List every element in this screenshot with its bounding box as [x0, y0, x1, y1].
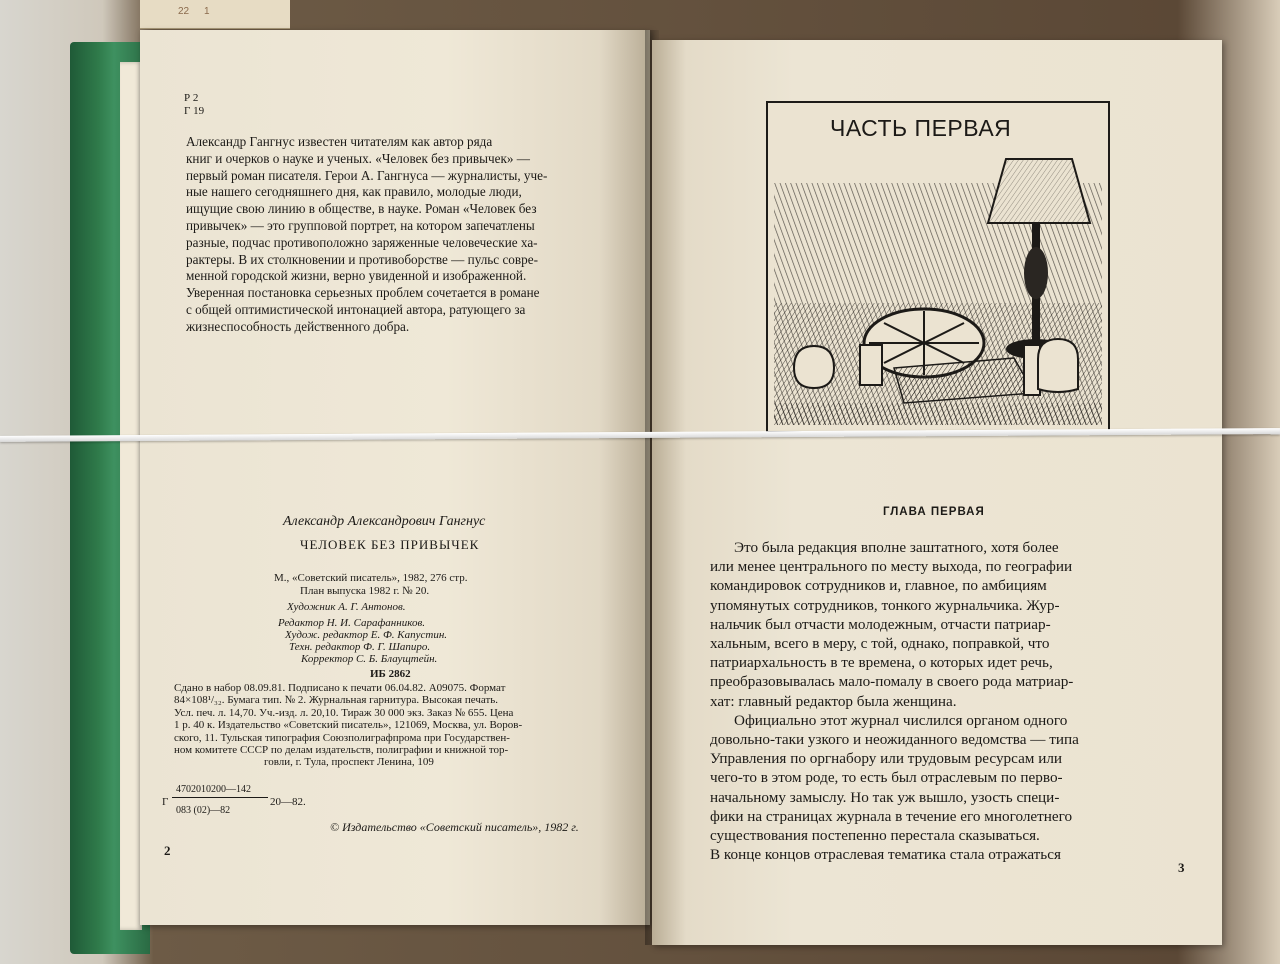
catalog-formula-g: Г — [162, 796, 169, 808]
page-edges — [120, 62, 142, 930]
text-line: командировок сотрудников и, главное, по амбициям — [710, 577, 1047, 595]
annotation-line: книг и очерков о науке и ученых. «Человек без привычек» — — [186, 150, 530, 166]
text-line: или менее центрального по месту выхода, по географии — [710, 558, 1073, 576]
annotation-line: разные, подчас противоположно заряженные человеческие ха- — [186, 234, 538, 250]
classification-code: Р 2 — [184, 92, 199, 104]
annotation-line: ищущие свою линию в обществе, в науке. Роман «Человек без — [186, 201, 537, 217]
catalog-formula-bottom: 083 (02)—82 — [176, 805, 231, 816]
annotation-line: Александр Гангнус известен читателям как автор ряда — [186, 134, 493, 149]
imprint — [174, 682, 624, 769]
annotation — [186, 134, 626, 336]
part-title: ЧАСТЬ ПЕРВАЯ — [830, 115, 1012, 141]
text-line: нальчик был отчасти молодежным, отчасти патриар- — [710, 615, 1051, 633]
chapter-text — [710, 538, 1184, 864]
text-line: довольно-таки узкого и неожиданного ведомства — типа — [710, 731, 1079, 749]
publication-line: План выпуска 1982 г. № 20. — [300, 585, 430, 597]
classification-code: Г 19 — [184, 105, 205, 117]
annotation-line: жизнеспособность действенного добра. — [186, 318, 410, 334]
catalog-formula-top: 4702010200—142 — [176, 784, 251, 795]
book-title: ЧЕЛОВЕК БЕЗ ПРИВЫЧЕК — [300, 537, 480, 552]
text-line: В конце концов отраслевая тематика стала отражаться — [710, 846, 1061, 864]
imprint-line: 84×108¹/₃₂. Бумага тип. № 2. Журнальная гарнитура. Высокая печать. — [174, 694, 499, 707]
text-line: Официально этот журнал числился органом одного — [734, 711, 1068, 729]
annotation-line: привычек» — это групповой портрет, на котором запечатлены — [186, 217, 535, 233]
imprint-line: 1 р. 40 к. Издательство «Советский писатель», 121069, Москва, ул. Воров- — [174, 719, 523, 732]
text-line: патриархальность в те времена, о которых идет речь, — [710, 654, 1053, 672]
credit-line: Редактор Н. И. Сарафанников. — [278, 617, 425, 629]
text-line: чего-то в этом роде, то есть был отраслевым по перво- — [710, 769, 1063, 787]
chapter-title: ГЛАВА ПЕРВАЯ — [883, 506, 985, 518]
publication-line: М., «Советский писатель», 1982, 276 стр. — [274, 572, 468, 584]
imprint-line: ского, 11. Тульская типография Союзполиграфпрома при Государствен- — [174, 731, 510, 744]
copyright: © Издательство «Советский писатель», 1982 г. — [330, 820, 579, 834]
imprint-line: ном комитете СССР по делам издательств, полиграфии и книжной тор- — [174, 744, 509, 757]
illustration-frame — [766, 101, 1110, 433]
text-line: хат: главный редактор была женщина. — [710, 692, 957, 710]
artist-credit: Художник А. Г. Антонов. — [287, 601, 406, 613]
ib-number: ИБ 2862 — [370, 668, 411, 680]
credit-line: Корректор С. Б. Блаущтейн. — [301, 653, 438, 665]
fraction-line — [172, 797, 268, 798]
annotation-line: с общей оптимистической интонацией автора, ратующего за — [186, 301, 526, 317]
text-line: существования постепенно перестала сказываться. — [710, 827, 1040, 845]
credit-line: Худож. редактор Е. Ф. Капустин. — [285, 629, 448, 641]
annotation-line: ные нашего сегодняшнего дня, как правило, молодые люди, — [186, 184, 522, 200]
text-line: хальным, всего в меру, с той, однако, поправкой, что — [710, 635, 1050, 653]
text-line: начальному замыслу. Но так уж вышло, узость специ- — [710, 788, 1060, 806]
annotation-line: менной городской жизни, верно увиденной и изображенной. — [186, 268, 527, 284]
text-line: Управления по оргнабору или трудовым ресурсам или — [710, 750, 1063, 768]
ruler-mark: 22 — [178, 6, 190, 17]
imprint-line: Усл. печ. л. 14,70. Уч.-изд. л. 20,10. Тираж 30 000 экз. Заказ № 655. Цена — [174, 706, 514, 719]
catalog-formula-right: 20—82. — [270, 796, 306, 808]
credit-line: Техн. редактор Ф. Г. Шапиро. — [289, 641, 431, 653]
annotation-line: Уверенная постановка серьезных проблем сочетается в романе — [186, 285, 540, 301]
imprint-line: Сдано в набор 08.09.81. Подписано к печати 06.04.82. А09075. Формат — [174, 682, 506, 694]
ruler-mark: 1 — [204, 6, 210, 17]
illustration-engraving — [774, 153, 1102, 425]
text-line: Это была редакция вполне заштатного, хотя более — [734, 539, 1059, 556]
text-line: фики на страницах журнала в течение его многолетнего — [710, 807, 1073, 825]
author-full-name: Александр Александрович Гангнус — [283, 514, 486, 529]
annotation-line: рактеры. В их столкновении и противоборстве — пульс совре- — [186, 251, 538, 267]
ruler — [140, 0, 290, 29]
imprint-line: говли, г. Тула, проспект Ленина, 109 — [264, 756, 434, 769]
text-line: преобразовывалась мало-помалу в своего рода матриар- — [710, 673, 1074, 691]
annotation-line: первый роман писателя. Герои А. Гангнуса — журналисты, уче- — [186, 167, 548, 183]
page-number: 2 — [164, 843, 171, 858]
page-number: 3 — [1178, 860, 1185, 875]
text-line: упомянутых сотрудников, тонкого журнальчика. Жур- — [710, 596, 1060, 614]
